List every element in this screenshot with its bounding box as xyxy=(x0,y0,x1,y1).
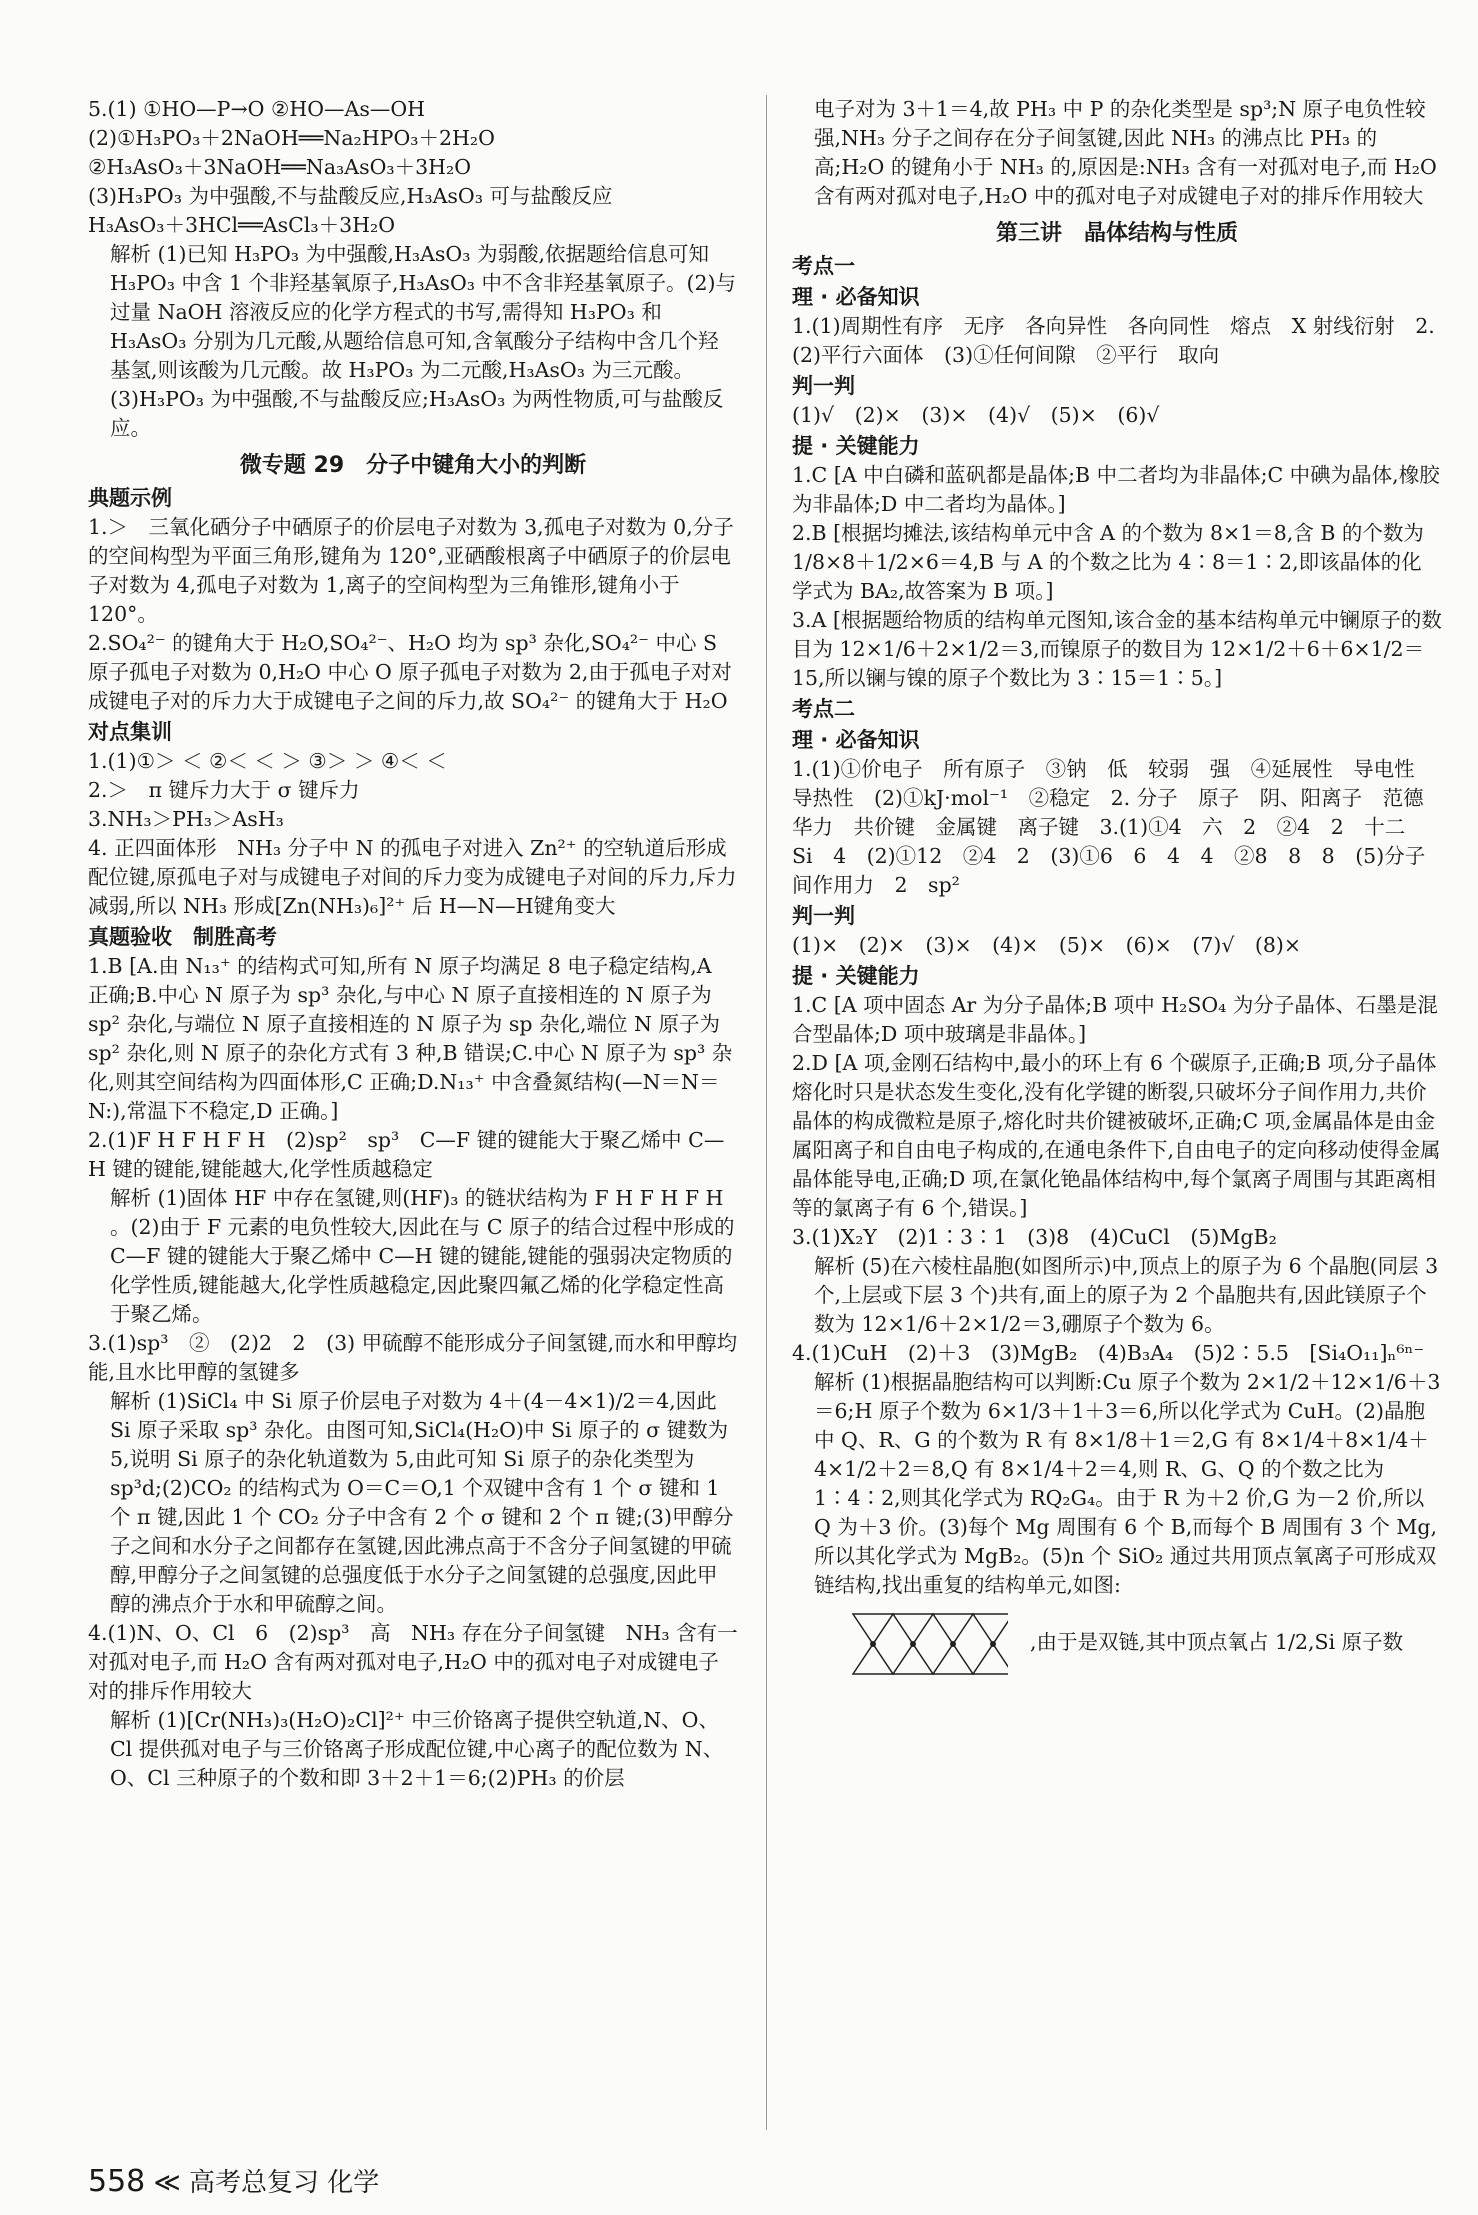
right-paragraph: 判一判 xyxy=(792,374,855,398)
right-column xyxy=(792,95,1442,1684)
chain-triangle-top xyxy=(853,1614,893,1644)
right-paragraph: 提 · 关键能力 xyxy=(792,434,920,458)
right-paragraph: 考点一 xyxy=(792,254,855,278)
left-paragraph: 4.(1)N、O、Cl 6 (2)sp³ 高 NH₃ 存在分子间氢键 NH₃ 含有一对孤对电子,而 H₂O 含有两对孤对电子,H₂O 中的孤对电子对成键电子对的排斥作用较大 xyxy=(88,1621,738,1703)
chain-triangle-bottom xyxy=(893,1644,933,1674)
right-paragraph: 解析 (1)根据晶胞结构可以判断:Cu 原子个数为 2×1/2＋12×1/6＋3＝6;H 原子个数为 6×1/3＋1＋3＝6,所以化学式为 CuH。(2)晶胞中 Q、R、G 的个数为 R 有 8×1/8＋1＝2,G 有 8×1/4＋8×1/4＋4×1/2＋2＝8,Q 有 8×1/4＋2＝4,则 R、G、Q 的个数之比为 1∶4∶2,则其化学式为 RQ₂G₄。由于 R 为＋2 价,G 为－2 价,所以 Q 为＋3 价。(3)每个 Mg 周围有 6 个 B,而每个 B 周围有 3 个 Mg,所以其化学式为 MgB₂。(5)n 个 SiO₂ 通过共用顶点氧离子可形成双链结构,找出重复的结构单元,如图: xyxy=(814,1370,1441,1597)
chain-triangle-bottom xyxy=(933,1644,973,1674)
si-atom-dot xyxy=(910,1641,916,1647)
footer-arrow: ≪ xyxy=(153,2168,181,2198)
right-paragraph: 3.(1)X₂Y (2)1∶3∶1 (3)8 (4)CuCl (5)MgB₂ xyxy=(792,1225,1277,1249)
left-paragraph: 解析 (1)[Cr(NH₃)₃(H₂O)₂Cl]²⁺ 中三价铬离子提供空轨道,N、O、Cl 提供孤对电子与三价铬离子形成配位键,中心离子的配位数为 N、O、Cl 三种原子的个数和即 3＋2＋1＝6;(2)PH₃ 的价层 xyxy=(110,1708,724,1790)
right-paragraph: 理 · 必备知识 xyxy=(792,728,920,752)
left-paragraph: 3.(1)sp³ ② (2)2 2 (3) 甲硫醇不能形成分子间氢键,而水和甲醇均能,且水比甲醇的氢键多 xyxy=(88,1331,738,1384)
right-paragraph: 1.(1)周期性有序 无序 各向异性 各向同性 熔点 X 射线衍射 2.(2)平行六面体 (3)①任何间隙 ②平行 取向 xyxy=(792,314,1435,367)
right-paragraph: 第三讲 晶体结构与性质 xyxy=(995,221,1238,246)
right-paragraph: 3.A [根据题给物质的结构单元图知,该合金的基本结构单元中镧原子的数目为 12×1/6＋2×1/2＝3,而镍原子的数目为 12×1/2＋6＋6×1/2＝15,所以镧与镍的原子个数比为 3∶15＝1∶5。] xyxy=(792,608,1442,690)
left-paragraph: 4. 正四面体形 NH₃ 分子中 N 的孤电子对进入 Zn²⁺ 的空轨道后形成配位键,原孤电子对与成键电子对间的斥力变为成键电子对间的斥力,斥力减弱,所以 NH₃ 形成[Zn(NH₃)₆]²⁺ 后 H—N—H键角变大 xyxy=(88,836,737,918)
right-paragraph: (1)√ (2)× (3)× (4)√ (5)× (6)√ xyxy=(792,403,1160,427)
right-paragraph: 4.(1)CuH (2)＋3 (3)MgB₂ (4)B₃A₄ (5)2∶5.5 [Si₄O₁₁]ₙ⁶ⁿ⁻ xyxy=(792,1341,1425,1365)
right-paragraph: (1)× (2)× (3)× (4)× (5)× (6)× (7)√ (8)× xyxy=(792,933,1302,957)
chain-triangle-top xyxy=(893,1614,933,1644)
left-paragraph: 1.(1)①＞ ＜ ②＜ ＜ ＞ ③＞ ＞ ④＜ ＜ xyxy=(88,749,447,773)
left-paragraph: 解析 (1)已知 H₃PO₃ 为中强酸,H₃AsO₃ 为弱酸,依据题给信息可知 H₃PO₃ 中含 1 个非羟基氧原子,H₃AsO₃ 中不含非羟基氧原子。(2)与过量 NaOH 溶液反应的化学方程式的书写,需得知 H₃PO₃ 和 H₃AsO₃ 分别为几元酸,从题给信息可知,含氧酸分子结构中含几个羟基氢,则该酸为几元酸。故 H₃PO₃ 为二元酸,H₃AsO₃ 为三元酸。(3)H₃PO₃ 为中强酸,不与盐酸反应;H₃AsO₃ 为两性物质,可与盐酸反应。 xyxy=(110,242,737,440)
left-paragraph: (3)H₃PO₃ 为中强酸,不与盐酸反应,H₃AsO₃ 可与盐酸反应 xyxy=(88,184,613,208)
left-paragraph: H₃AsO₃＋3HCl══AsCl₃＋3H₂O xyxy=(88,213,396,237)
right-paragraph: 提 · 关键能力 xyxy=(792,964,920,988)
si-atom-dot xyxy=(990,1641,996,1647)
left-paragraph: 典题示例 xyxy=(88,486,172,510)
silicate-double-chain-figure xyxy=(838,1604,1008,1684)
si-atom-dot xyxy=(870,1641,876,1647)
left-paragraph: 2.(1)F H F H F H (2)sp² sp³ C—F 键的键能大于聚乙烯中 C—H 键的键能,键能越大,化学性质越稳定 xyxy=(88,1128,725,1181)
left-paragraph: 解析 (1)SiCl₄ 中 Si 原子价层电子对数为 4＋(4－4×1)/2＝4,因此 Si 原子采取 sp³ 杂化。由图可知,SiCl₄(H₂O)中 Si 原子的 σ 键数为 5,说明 Si 原子的杂化轨道数为 5,由此可知 Si 原子的杂化类型为 sp³d;(2)CO₂ 的结构式为 O＝C＝O,1 个双键中含有 1 个 σ 键和 1 个 π 键,因此 1 个 CO₂ 分子中含有 2 个 σ 键和 2 个 π 键;(3)甲醇分子之间和水分子之间都存在氢键,因此沸点高于不含分子间氢键的甲硫醇,甲醇分子之间氢键的总强度低于水分子之间氢键的总强度,因此甲醇的沸点介于水和甲硫醇之间。 xyxy=(110,1389,734,1616)
left-paragraph: 2.＞ π 键斥力大于 σ 键斥力 xyxy=(88,778,360,802)
right-paragraph: 判一判 xyxy=(792,904,855,928)
figure-row xyxy=(792,1600,1442,1684)
si-atom-dot xyxy=(950,1641,956,1647)
page-number: 558 xyxy=(88,2164,146,2199)
left-paragraph: 5.(1) ①HO—P→O ②HO—As—OH xyxy=(88,97,426,121)
left-paragraph: ②H₃AsO₃＋3NaOH══Na₃AsO₃＋3H₂O xyxy=(88,155,472,179)
left-paragraph: (2)①H₃PO₃＋2NaOH══Na₂HPO₃＋2H₂O xyxy=(88,126,495,150)
chain-triangle-bottom xyxy=(973,1644,1008,1674)
right-paragraph: 电子对为 3＋1＝4,故 PH₃ 中 P 的杂化类型是 sp³;N 原子电负性较强,NH₃ 分子之间存在分子间氢键,因此 NH₃ 的沸点比 PH₃ 的高;H₂O 的键角小于 NH₃ 的,原因是:NH₃ 含有一对孤对电子,而 H₂O 含有两对孤对电子,H₂O 中的孤对电子对成键电子对的排斥作用较大 xyxy=(814,97,1437,208)
right-paragraph: 解析 (5)在六棱柱晶胞(如图所示)中,顶点上的原子为 6 个晶胞(同层 3 个,上层或下层 3 个)共有,面上的原子为 2 个晶胞共有,因此镁原子个数为 12×1/6＋2×1/2＝3,硼原子个数为 6。 xyxy=(814,1254,1439,1336)
right-paragraph: 1.C [A 项中固态 Ar 为分子晶体;B 项中 H₂SO₄ 为分子晶体、石墨是混合型晶体;D 项中玻璃是非晶体。] xyxy=(792,993,1438,1046)
right-paragraph: 1.C [A 中白磷和蓝矾都是晶体;B 中二者均为非晶体;C 中碘为晶体,橡胶为非晶体;D 中二者均为晶体。] xyxy=(792,463,1440,516)
right-paragraph: 考点二 xyxy=(792,697,855,721)
right-paragraph: ,由于是双链,其中顶点氧占 1/2,Si 原子数 xyxy=(1030,1629,1404,1654)
left-paragraph: 3.NH₃＞PH₃＞AsH₃ xyxy=(88,807,284,831)
chain-triangle-bottom xyxy=(853,1644,893,1674)
right-paragraph: 1.(1)①价电子 所有原子 ③钠 低 较弱 强 ④延展性 导电性 导热性 (2)①kJ·mol⁻¹ ②稳定 2. 分子 原子 阴、阳离子 范德华力 共价键 金属键 离子键 3.(1)①4 六 2 ②4 2 十二 Si 4 (2)①12 ②4 2 (3)①6 6 4 4 ②8 8 8 (5)分子间作用力 2 sp² xyxy=(792,757,1436,897)
left-column xyxy=(88,95,738,1793)
right-paragraph: 2.B [根据均摊法,该结构单元中含 A 的个数为 8×1＝8,含 B 的个数为 1/8×8＋1/2×6＝4,B 与 A 的个数之比为 4∶8＝1∶2,即该晶体的化学式为 BA₂,故答案为 B 项。] xyxy=(792,521,1424,603)
left-paragraph: 解析 (1)固体 HF 中存在氢键,则(HF)₃ 的链状结构为 F H F H F H 。(2)由于 F 元素的电负性较大,因此在与 C 原子的结合过程中形成的 C—F 键的键能大于聚乙烯中 C—H 键的键能,键能的强弱决定物质的化学性质,键能越大,化学性质越稳定,因此聚四氟乙烯的化学稳定性高于聚乙烯。 xyxy=(110,1186,735,1326)
book-title: 高考总复习 xyxy=(189,2168,320,2198)
right-paragraph: 2.D [A 项,金刚石结构中,最小的环上有 6 个碳原子,正确;B 项,分子晶体熔化时只是状态发生变化,没有化学键的断裂,只破坏分子间作用力,共价晶体的构成微粒是原子,熔化时共价键被破坏,正确;C 项,金属晶体是由金属阳离子和自由电子构成的,在通电条件下,自由电子的定向移动使得金属晶体能导电,正确;D 项,在氯化铯晶体结构中,每个氯离子周围与其距离相等的氯离子有 6 个,错误。] xyxy=(792,1051,1441,1220)
column-divider xyxy=(766,95,767,2130)
subject-name: 化学 xyxy=(327,2168,380,2198)
left-paragraph: 1.B [A.由 N₁₃⁺ 的结构式可知,所有 N 原子均满足 8 电子稳定结构,A 正确;B.中心 N 原子为 sp³ 杂化,与中心 N 原子直接相连的 N 原子为 sp² 杂化,与端位 N 原子直接相连的 N 原子为 sp 杂化,端位 N 原子为 sp² 杂化,则 N 原子的杂化方式有 3 种,B 错误;C.中心 N 原子为 sp³ 杂化,则其空间结构为四面体形,C 正确;D.N₁₃⁺ 中含叠氮结构(—N＝N＝N:),常温下不稳定,D 正确。] xyxy=(88,954,733,1123)
page-footer xyxy=(88,2162,379,2199)
left-paragraph: 微专题 29 分子中键角大小的判断 xyxy=(239,453,587,478)
chain-triangle-top xyxy=(973,1614,1008,1644)
right-paragraph: 理 · 必备知识 xyxy=(792,285,920,309)
left-paragraph: 1.＞ 三氧化硒分子中硒原子的价层电子对数为 3,孤电子对数为 0,分子的空间构型为平面三角形,键角为 120°,亚硒酸根离子中硒原子的价层电子对数为 4,孤电子对数为 1,离子的空间构型为三角锥形,键角小于 120°。 xyxy=(88,515,734,626)
left-paragraph: 真题验收 制胜高考 xyxy=(88,925,277,949)
left-paragraph: 2.SO₄²⁻ 的键角大于 H₂O,SO₄²⁻、H₂O 均为 sp³ 杂化,SO₄²⁻ 中心 S 原子孤电子对数为 0,H₂O 中心 O 原子孤电子对数为 2,由于孤电子对对成键电子对的斥力大于成键电子之间的斥力,故 SO₄²⁻ 的键角大于 H₂O xyxy=(88,631,732,713)
chain-triangle-top xyxy=(933,1614,973,1644)
left-paragraph: 对点集训 xyxy=(88,720,172,744)
